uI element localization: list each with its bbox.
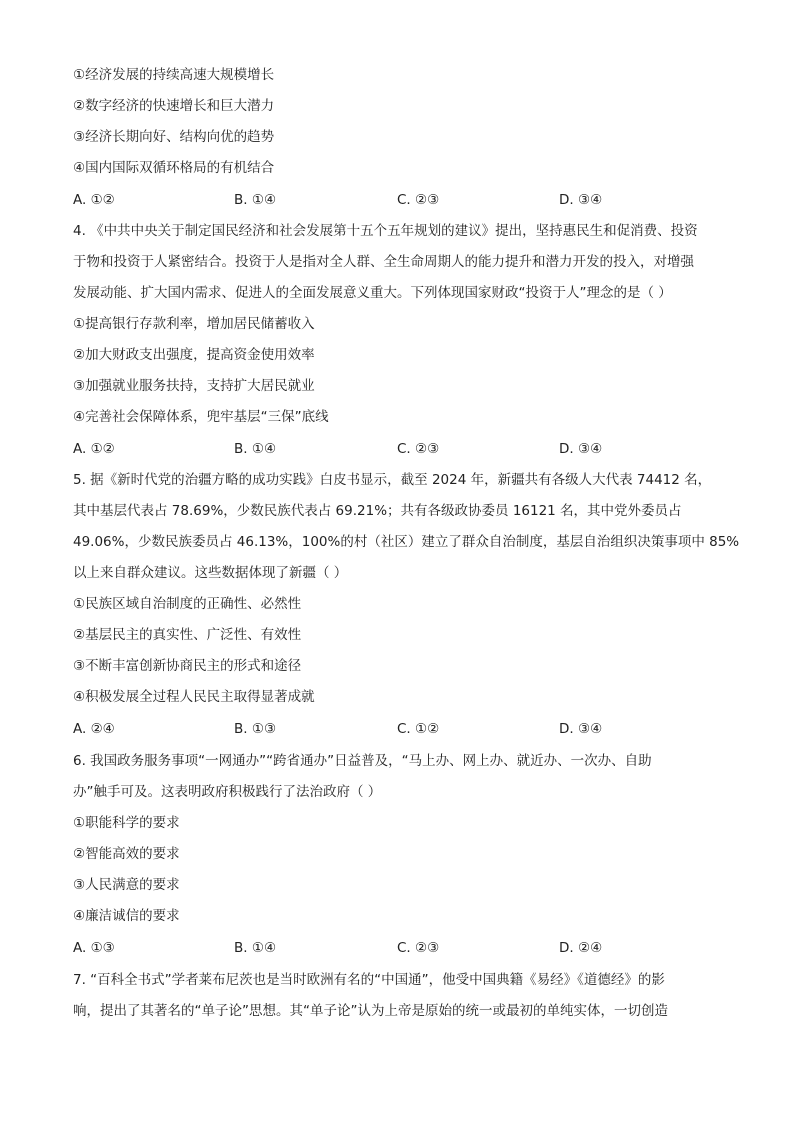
q5-stem-line-2: 其中基层代表占 78.69%，少数民族代表占 69.21%；共有各级政协委员 16121 名，其中党外委员占	[73, 503, 682, 519]
q5-item-1: ①民族区域自治制度的正确性、必然性	[73, 596, 302, 612]
q6-stem-line-2: 办”触手可及。这表明政府积极践行了法治政府（ ）	[73, 784, 382, 800]
q5-stem-line-1: 5. 据《新时代党的治疆方略的成功实践》白皮书显示，截至 2024 年，新疆共有各级人大代表 74412 名，	[73, 472, 712, 488]
q6-stem-line-1: 6. 我国政务服务事项“一网通办”“跨省通办”日益普及，“马上办、网上办、就近办、一次办、自助	[73, 753, 652, 769]
q7-stem-line-1: 7. “百科全书式”学者莱布尼茨也是当时欧洲有名的“中国通”，他受中国典籍《易经》《道德经》的影	[73, 972, 665, 988]
q3-option-d: D. ③④	[559, 192, 603, 208]
q4-item-3: ③加强就业服务扶持，支持扩大居民就业	[73, 378, 315, 394]
q6-item-1: ①职能科学的要求	[73, 815, 180, 831]
q5-option-a: A. ②④	[73, 721, 115, 737]
q3-option-c: C. ②③	[397, 192, 440, 208]
q6-option-c: C. ②③	[397, 940, 440, 956]
q5-item-2: ②基层民主的真实性、广泛性、有效性	[73, 627, 302, 643]
q5-stem-line-3: 49.06%，少数民族委员占 46.13%，100%的村（社区）建立了群众自治制度，基层自治组织决策事项中 85%	[73, 534, 740, 550]
q4-stem-line-3: 发展动能、扩大国内需求、促进人的全面发展意义重大。下列体现国家财政“投资于人”理念的是（ ）	[73, 285, 672, 301]
q6-option-d: D. ②④	[559, 940, 603, 956]
q4-item-4: ④完善社会保障体系，兜牢基层“三保”底线	[73, 409, 329, 425]
q3-item-3: ③经济长期向好、结构向优的趋势	[73, 129, 275, 145]
q5-option-b: B. ①③	[234, 721, 277, 737]
q6-option-b: B. ①④	[234, 940, 277, 956]
q6-options	[73, 938, 723, 958]
q5-option-c: C. ①②	[397, 721, 440, 737]
q3-option-a: A. ①②	[73, 192, 115, 208]
q3-option-b: B. ①④	[234, 192, 277, 208]
q6-item-2: ②智能高效的要求	[73, 846, 180, 862]
q4-option-c: C. ②③	[397, 441, 440, 457]
q3-item-2: ②数字经济的快速增长和巨大潜力	[73, 98, 275, 114]
q4-item-1: ①提高银行存款利率，增加居民储蓄收入	[73, 316, 315, 332]
q6-item-3: ③人民满意的要求	[73, 877, 180, 893]
q5-options	[73, 719, 723, 739]
q5-option-d: D. ③④	[559, 721, 603, 737]
q4-stem-line-2: 于物和投资于人紧密结合。投资于人是指对全人群、全生命周期人的能力提升和潜力开发的投入，对增强	[73, 254, 694, 270]
q5-item-4: ④积极发展全过程人民民主取得显著成就	[73, 689, 315, 705]
q5-item-3: ③不断丰富创新协商民主的形式和途径	[73, 658, 302, 674]
q4-option-b: B. ①④	[234, 441, 277, 457]
q6-option-a: A. ①③	[73, 940, 115, 956]
q4-stem-line-1: 4. 《中共中央关于制定国民经济和社会发展第十五个五年规划的建议》提出，坚持惠民生和促消费、投资	[73, 223, 698, 239]
q4-options	[73, 439, 723, 459]
q7-stem-line-2: 响，提出了其著名的“单子论”思想。其“单子论”认为上帝是原始的统一或最初的单纯实体，一切创造	[73, 1003, 668, 1019]
q4-item-2: ②加大财政支出强度，提高资金使用效率	[73, 347, 315, 363]
q4-option-a: A. ①②	[73, 441, 115, 457]
q4-option-d: D. ③④	[559, 441, 603, 457]
q5-stem-line-4: 以上来自群众建议。这些数据体现了新疆（ ）	[73, 565, 348, 581]
q6-item-4: ④廉洁诚信的要求	[73, 908, 180, 924]
q3-options	[73, 190, 723, 210]
q3-item-1: ①经济发展的持续高速大规模增长	[73, 67, 275, 83]
q3-item-4: ④国内国际双循环格局的有机结合	[73, 160, 275, 176]
